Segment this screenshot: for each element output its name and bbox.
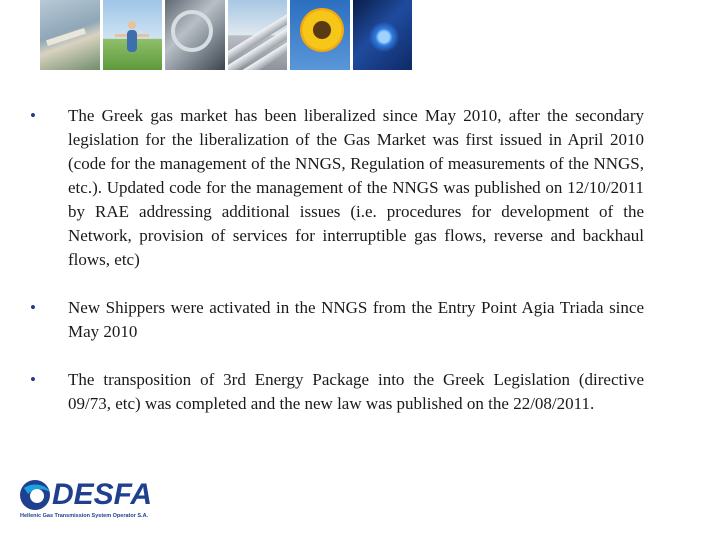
bullet-text: The transposition of 3rd Energy Package into the Greek Legislation (directive 09/73, etc) was completed and the new law was published on the 22/08/2011. xyxy=(68,370,644,413)
logo-tagline: Hellenic Gas Transmission System Operator S.A. xyxy=(20,513,149,519)
bullet-icon: • xyxy=(30,298,36,317)
header-photo-banner xyxy=(40,0,412,70)
desfa-logo xyxy=(18,478,178,520)
bullet-item xyxy=(30,368,644,416)
bullet-item xyxy=(30,104,644,272)
coastal-terminal-photo xyxy=(40,0,100,70)
logo-wordmark: DESFA xyxy=(52,478,153,511)
bullet-icon: • xyxy=(30,106,36,125)
desfa-swirl-icon xyxy=(18,478,56,512)
gas-pipelines-photo xyxy=(228,0,288,70)
child-on-grass-photo xyxy=(103,0,163,70)
bullet-text: The Greek gas market has been liberalized since May 2010, after the secondary legislation for the liberalization of the Gas Market was first issued in April 2010 (code for the management of the NNGS, Regulation of measurements of the NNGS, etc.). Updated code for the management of the NNGS was published on 12/10/2011 by RAE addressing additional issues (i.e. procedures for development of the Network, provision of services for interruptible gas flows, reverse and backhaul flows, etc) xyxy=(68,106,644,269)
bullet-icon: • xyxy=(30,370,36,389)
slide-body xyxy=(30,104,644,440)
bullet-text: New Shippers were activated in the NNGS from the Entry Point Agia Triada since May 2010 xyxy=(68,298,644,341)
gas-flame-photo xyxy=(353,0,413,70)
bullet-item xyxy=(30,296,644,344)
sunflower-photo xyxy=(290,0,350,70)
valve-wheel-photo xyxy=(165,0,225,70)
